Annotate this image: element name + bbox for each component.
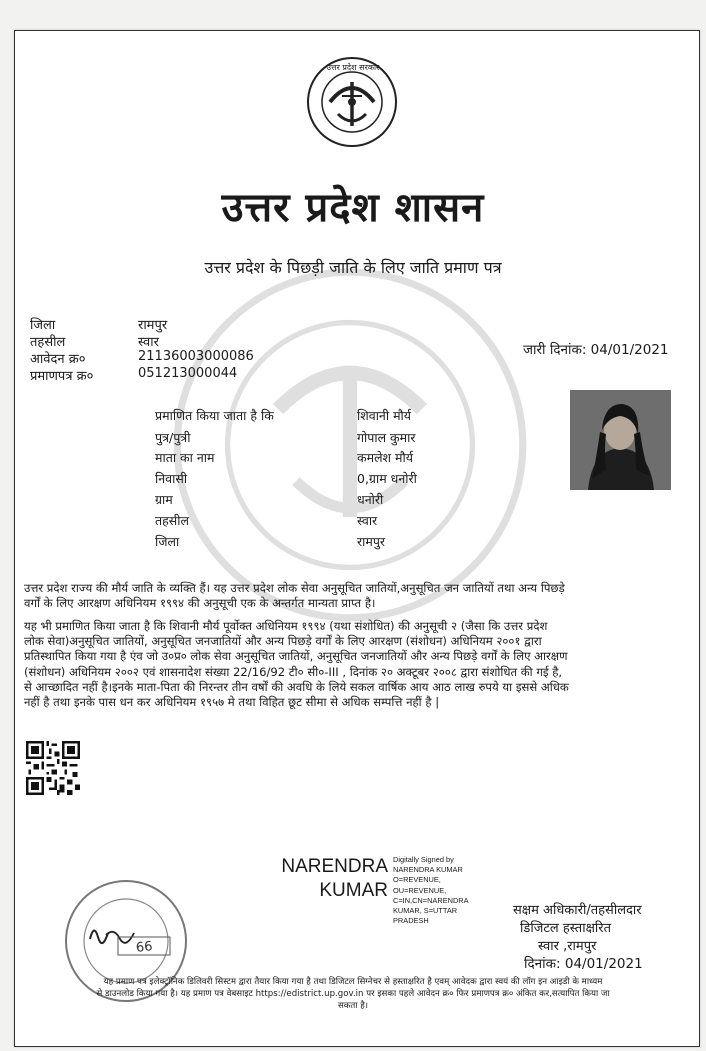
meta-label-certificate-no: प्रमाणपत्र क्र० (30, 369, 94, 384)
paragraph-line: से आच्छादित नहीं है।इनके माता-पिता की निरन्तर तीन वर्षों की अवधि के लिये सकल वार्षिक आय आठ लाख रुपये या इससे अधिक (24, 679, 569, 694)
paragraph-line: वर्गों के लिए आरक्षण अधिनियम १९९४ की अनुसूची एक के अन्तर्गत मान्यता प्राप्त है। (24, 596, 376, 611)
authority-date: दिनांक: 04/01/2021 (524, 956, 643, 972)
detail-label-parent: पुत्र/पुत्री (155, 430, 191, 445)
authority-title: सक्षम अधिकारी/तहसीलदार (513, 903, 642, 918)
meta-value-tehsil: स्वार (138, 335, 159, 350)
paragraph-line: नहीं है तथा इनके पास धन कर अधिनियम १९५७ मे तथा विहित छूट सीमा से अधिक सम्पत्ति नहीं है | (24, 695, 440, 710)
signature-detail-line: PRADESH (393, 916, 429, 926)
detail-value-residence: 0,ग्राम धनोरी (357, 471, 417, 486)
paragraph-line: यह भी प्रमाणित किया जाता है कि शिवानी मौर्य पूर्वोक्त अधिनियम १९९४ (यथा संशोधित) की अनुसूची २ (जैसा कि उत्तर प्रदेश (24, 619, 548, 633)
signature-detail-line: C=IN,CN=NARENDRA (393, 895, 469, 905)
paragraph-line: उत्तर प्रदेश राज्य की मौर्य जाति के व्यक्ति हैं। यह उत्तर प्रदेश लोक सेवा अनुसूचित जातियों,अनुसूचित जन जातियों तथा अन्य पिछड़े (24, 581, 565, 595)
authority-digitally-signed: डिजिटल हस्ताक्षरित (520, 921, 611, 936)
detail-value-district: रामपुर (357, 534, 386, 549)
signature-detail-line: OU=REVENUE, (393, 885, 447, 895)
signature-detail-line: KUMAR, S=UTTAR (393, 906, 458, 916)
footer-note (24, 976, 682, 1012)
meta-label-application-no: आवेदन क्र० (30, 352, 86, 367)
detail-label-tehsil: तहसील (155, 513, 189, 528)
signature-detail-line: NARENDRA KUMAR (393, 865, 463, 875)
signer-name-line1: NARENDRA (281, 856, 388, 877)
detail-value-mother: कमलेश मौर्य (357, 450, 413, 465)
paragraph-line: लोक सेवा)अनुसूचित जातियों, अनुसूचित जनजातियों और अन्य पिछड़े वर्गों के लिए आरक्षण (संशोधन) अधिनियम २००१ द्वारा (24, 634, 542, 649)
certificate-subtitle: उत्तर प्रदेश के पिछड़ी जाति के लिए जाति प्रमाण पत्र (204, 258, 502, 277)
caste-statement-paragraph (24, 581, 669, 611)
detail-label-mother: माता का नाम (155, 450, 215, 465)
issue-date: जारी दिनांक: 04/01/2021 (523, 342, 669, 358)
detail-label-village: ग्राम (155, 492, 173, 507)
meta-value-district: रामपुर (138, 318, 168, 333)
detail-label-district: जिला (155, 534, 180, 549)
detail-value-tehsil: स्वार (357, 513, 378, 528)
meta-label-district: जिला (30, 318, 56, 333)
meta-label-tehsil: तहसील (30, 335, 66, 350)
signature-detail-line: Digitally Signed by (393, 855, 454, 864)
footer-line: से डाउनलोड किया गया है। यह प्रमाण पत्र वेबसाइट https://edistrict.up.gov.in पर इसका पहले आवेदन क्र० फिर प्रमाणपत्र क्र० अंकित कर,सत्यापित किया जा (96, 989, 610, 999)
qr-code (26, 741, 80, 795)
digital-signature-details (393, 855, 469, 926)
emblem-ring-text: उत्तर प्रदेश सरकार (326, 63, 380, 72)
detail-label-residence: निवासी (155, 471, 188, 486)
authority-location: स्वार ,रामपुर (538, 939, 597, 954)
signature-detail-line: O=REVENUE, (393, 875, 441, 885)
detail-value-parent: गोपाल कुमार (357, 430, 416, 445)
creamy-layer-statement-paragraph (24, 619, 669, 710)
detail-value-certified-name: शिवानी मौर्य (357, 408, 412, 423)
meta-value-application-no: 21136003000086 (138, 349, 254, 364)
paragraph-line: प्रतिस्थापित किया गया है एंव जो उ०प्र० लोक सेवा अनुसूचित जातियों, अनुसूचित जनजातियों और अन्य पिछड़े वर्गों के लिए आरक्षण (24, 649, 568, 664)
detail-label-certified-name: प्रमाणित किया जाता है कि (155, 408, 274, 423)
paragraph-line: (संशोधन) अधिनियम २००२ एवं शासनादेश संख्या 22/16/92 टी० सी०-III , दिनांक २० अक्टूबर २००८ द्वारा संशोधित की गई है, (24, 664, 563, 679)
signer-name-line2: KUMAR (319, 880, 388, 901)
page-title: उत्तर प्रदेश शासन (221, 184, 485, 231)
applicant-photo (570, 390, 671, 490)
footer-line: यह प्रमाण पत्र इलेक्ट्रॉनिक डिलिवरी सिस्टम द्वारा तैयार किया गया है तथा डिजिटल सिग्नेचर से हस्ताक्षरित है एवम् आवेदक द्वारा स्वयं की लॉग इन आइडी के माध्यम (103, 977, 603, 987)
meta-value-certificate-no: 051213000044 (138, 366, 238, 381)
emblem-watermark (170, 265, 530, 625)
signer-name (276, 855, 388, 903)
svg-text:66: 66 (135, 939, 154, 956)
detail-value-village: धनोरी (357, 492, 384, 507)
footer-line: सकता है। (337, 1001, 369, 1011)
